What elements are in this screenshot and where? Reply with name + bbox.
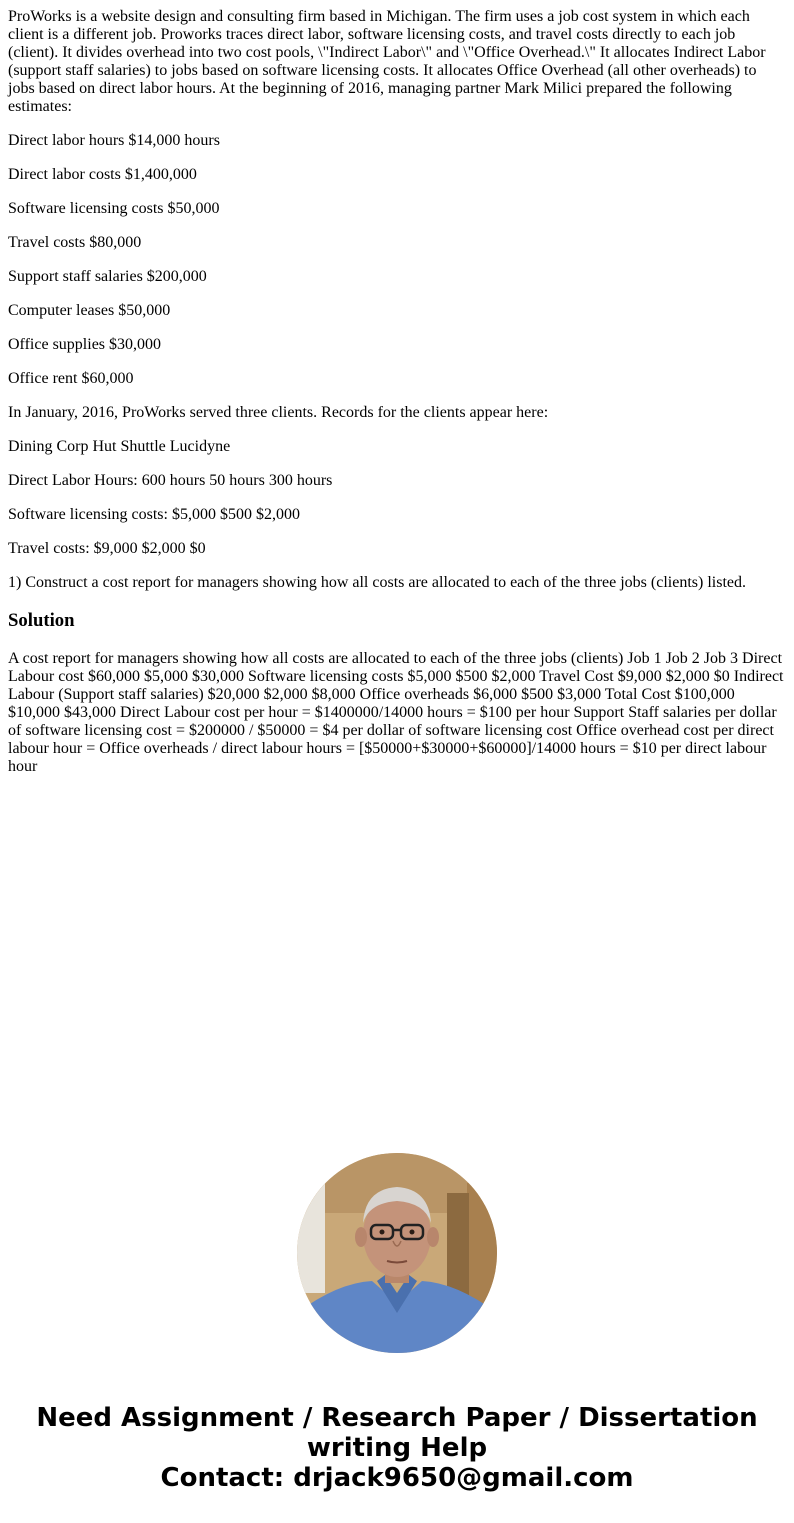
solution-body: A cost report for managers showing how all costs are allocated to each of the three jobs (clients) Job 1 Job 2 Job 3 Direct Labour cost $60,000 $5,000 $30,000 Software licensing costs $5,000 $500 $2,000 Travel Cost $9,000 $2,000 $0 Indirect Labour (Support staff salaries) $20,000 $2,000 $8,000 Office overheads $6,000 $500 $3,000 Total Cost $100,000 $10,000 $43,000 Direct Labour cost per hour = $1400000/14000 hours = $100 per hour Support Staff salaries per dollar of software licensing cost = $200000 / $50000 = $4 per dollar of software licensing cost Office overhead cost per direct labour hour = Office overheads / direct labour hours = [$50000+$30000+$60000]/14000 hours = $10 per direct labour hour <box>8 650 784 775</box>
author-photo <box>297 1153 497 1353</box>
client-row-travel: Travel costs: $9,000 $2,000 $0 <box>8 540 206 557</box>
question-intro: ProWorks is a website design and consulting firm based in Michigan. The firm uses a job cost system in which each client is a different job. Proworks traces direct labor, software licensing costs, and travel costs directly to each job (client). It divides overhead into two cost pools, \"Indirect Labor\" and \"Office Overhead.\" It allocates Indirect Labor (support staff salaries) to jobs based on software licensing costs. It allocates Office Overhead (all other overheads) to jobs based on direct labor hours. At the beginning of 2016, managing partner Mark Milici prepared the following estimates: <box>8 8 766 115</box>
clients-intro: In January, 2016, ProWorks served three clients. Records for the clients appear here: <box>8 404 549 421</box>
clients-header: Dining Corp Hut Shuttle Lucidyne <box>8 438 231 455</box>
document-content <box>8 8 786 792</box>
estimate-office-supplies: Office supplies $30,000 <box>8 336 162 353</box>
promo-line-1: Need Assignment / Research Paper / Dissertation <box>36 1403 758 1433</box>
client-row-labor-hours: Direct Labor Hours: 600 hours 50 hours 300 hours <box>8 472 333 489</box>
estimate-computer-leases: Computer leases $50,000 <box>8 302 171 319</box>
promo-banner <box>0 1403 794 1493</box>
question-task: 1) Construct a cost report for managers showing how all costs are allocated to each of the three jobs (clients) listed. <box>8 574 746 591</box>
promo-line-2: writing Help <box>306 1433 488 1463</box>
estimate-software-licensing: Software licensing costs $50,000 <box>8 200 220 217</box>
estimate-direct-labor-costs: Direct labor costs $1,400,000 <box>8 166 197 183</box>
client-row-software: Software licensing costs: $5,000 $500 $2,000 <box>8 506 300 523</box>
promo-contact: Contact: drjack9650@gmail.com <box>160 1463 634 1493</box>
author-avatar <box>297 1153 497 1353</box>
solution-heading: Solution <box>8 610 75 631</box>
estimate-travel-costs: Travel costs $80,000 <box>8 234 142 251</box>
estimate-office-rent: Office rent $60,000 <box>8 370 134 387</box>
estimate-support-staff: Support staff salaries $200,000 <box>8 268 207 285</box>
estimate-direct-labor-hours: Direct labor hours $14,000 hours <box>8 132 220 149</box>
